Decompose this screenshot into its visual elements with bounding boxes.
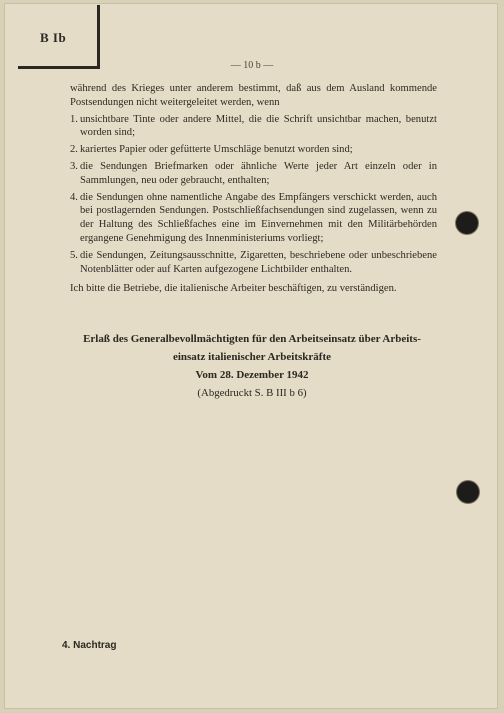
list-item-text: die Sendungen Briefmarken oder ähnliche Werte jeder Art einzeln oder in Sammlungen, neu oder gebraucht, enthalten; <box>80 160 437 186</box>
list-item-3 <box>70 160 437 188</box>
list-item-4 <box>70 191 437 246</box>
supplement-label: 4. Nachtrag <box>62 640 117 651</box>
intro-paragraph: während des Krieges unter anderem bestimmt, daß aus dem Ausland kommende Postsendungen nicht weitergeleitet werden, wenn <box>70 83 437 108</box>
section-tab-label: B Ib <box>40 30 67 45</box>
decree-reprint-reference: (Abgedruckt S. B III b 6) <box>197 387 307 399</box>
list-item-number: 5. <box>70 249 78 261</box>
decree-title-line1: Erlaß des Generalbevollmächtigten für den Arbeitseinsatz über Arbeits- <box>83 333 421 345</box>
list-item-number: 3. <box>70 160 78 172</box>
list-item-number: 1. <box>70 113 78 125</box>
list-item-text: unsichtbare Tinte oder andere Mittel, die die Schrift unsichtbar machen, benutzt worden sind; <box>80 113 437 139</box>
decree-heading <box>62 330 442 402</box>
decree-date: Vom 28. Dezember 1942 <box>195 369 309 381</box>
list-item-number: 4. <box>70 191 78 203</box>
punch-hole-lower <box>457 481 479 503</box>
list-item-number: 2. <box>70 144 78 156</box>
body-text <box>70 82 437 296</box>
page-number: — 10 b — <box>230 60 274 71</box>
list-item-1 <box>70 113 437 141</box>
closing-paragraph: Ich bitte die Betriebe, die italienische Arbeiter beschäftigen, zu verständigen. <box>70 283 397 295</box>
list-item-text: die Sendungen, Zeitungsausschnitte, Zigaretten, beschriebene oder unbeschriebene Notenblätter oder auf Karten aufgezogene Lichtbilder enthalten. <box>80 249 437 275</box>
punch-hole-upper <box>456 212 478 234</box>
list-item-text: die Sendungen ohne namentliche Angabe des Empfängers verschickt werden, auch bei postlagernden Sendungen. Postschließfachsendungen sind zugelassen, wenn zu der Haltung des Schließfaches eine im Einvernehmen mit den Militärbehörden ergangene Genehmigung des Innenministeriums vorliegt; <box>80 191 437 244</box>
list-item-2 <box>70 143 437 157</box>
decree-title-line2: einsatz italienischer Arbeitskräfte <box>172 351 332 363</box>
list-item-5 <box>70 249 437 277</box>
list-item-text: kariertes Papier oder gefütterte Umschläge benutzt worden sind; <box>80 144 353 156</box>
